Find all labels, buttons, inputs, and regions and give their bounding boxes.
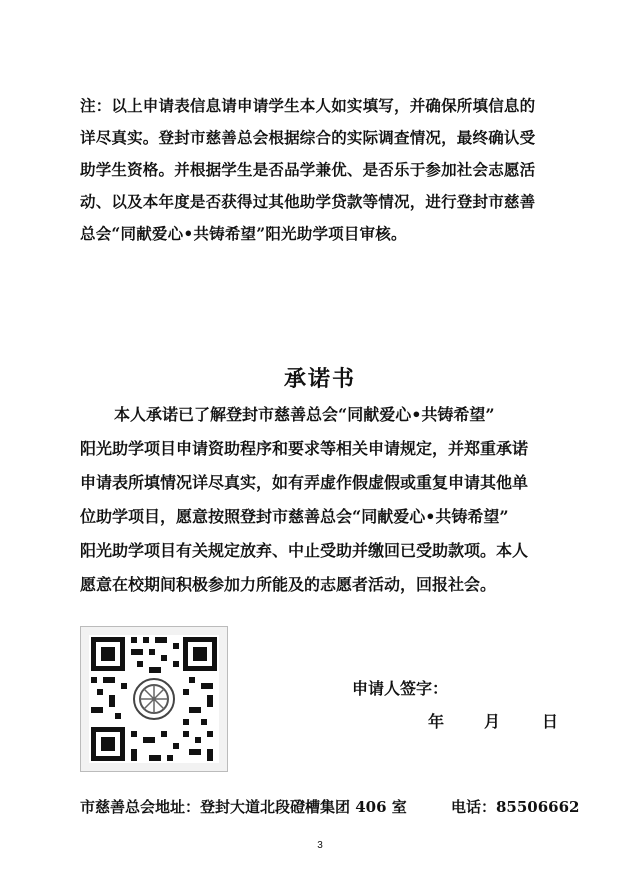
pledge-line: 申请表所填情况详尽真实，如有弄虚作假虚假或重复申请其他单 [80, 473, 529, 492]
pledge-title: 承诺书 [283, 366, 356, 392]
pledge-line: 本人承诺已了解登封市慈善总会“同献爱心•共铸希望” [114, 405, 495, 424]
pledge-line: 愿意在校期间积极参加力所能及的志愿者活动，回报社会。 [80, 575, 497, 594]
pledge-line: 阳光助学项目申请资助程序和要求等相关申请规定，并郑重承诺 [80, 439, 529, 458]
pledge-paragraph [80, 398, 572, 602]
signature-label: 申请人签字： [352, 679, 449, 698]
footer-phone: 电话：85506662 [451, 798, 580, 816]
pledge-line: 位助学项目，愿意按照登封市慈善总会“同献爱心•共铸希望” [80, 507, 509, 526]
pledge-line: 阳光助学项目有关规定放弃、中止受助并缴回已受助款项。本人 [80, 541, 529, 560]
date-day-label: 日 [542, 712, 559, 731]
date-month-label: 月 [484, 712, 501, 731]
signature-date [428, 709, 558, 732]
footer-address: 市慈善总会地址：登封大道北段磴槽集团 406 室 [80, 798, 407, 816]
note-line: 动、以及本年度是否获得过其他助学贷款等情况，进行登封市慈善 [80, 192, 536, 211]
note-paragraph [80, 90, 568, 250]
qr-code-icon [89, 635, 219, 763]
qr-code [80, 626, 228, 772]
note-line: 助学生资格。并根据学生是否品学兼优、是否乐于参加社会志愿活 [80, 160, 536, 179]
note-line: 详尽真实。登封市慈善总会根据综合的实际调查情况，最终确认受 [80, 128, 536, 147]
page-number: 3 [317, 840, 323, 851]
note-line: 总会“同献爱心•共铸希望”阳光助学项目审核。 [80, 224, 407, 243]
date-year-label: 年 [428, 712, 445, 731]
note-line: 注：以上申请表信息请申请学生本人如实填写，并确保所填信息的 [80, 96, 536, 115]
